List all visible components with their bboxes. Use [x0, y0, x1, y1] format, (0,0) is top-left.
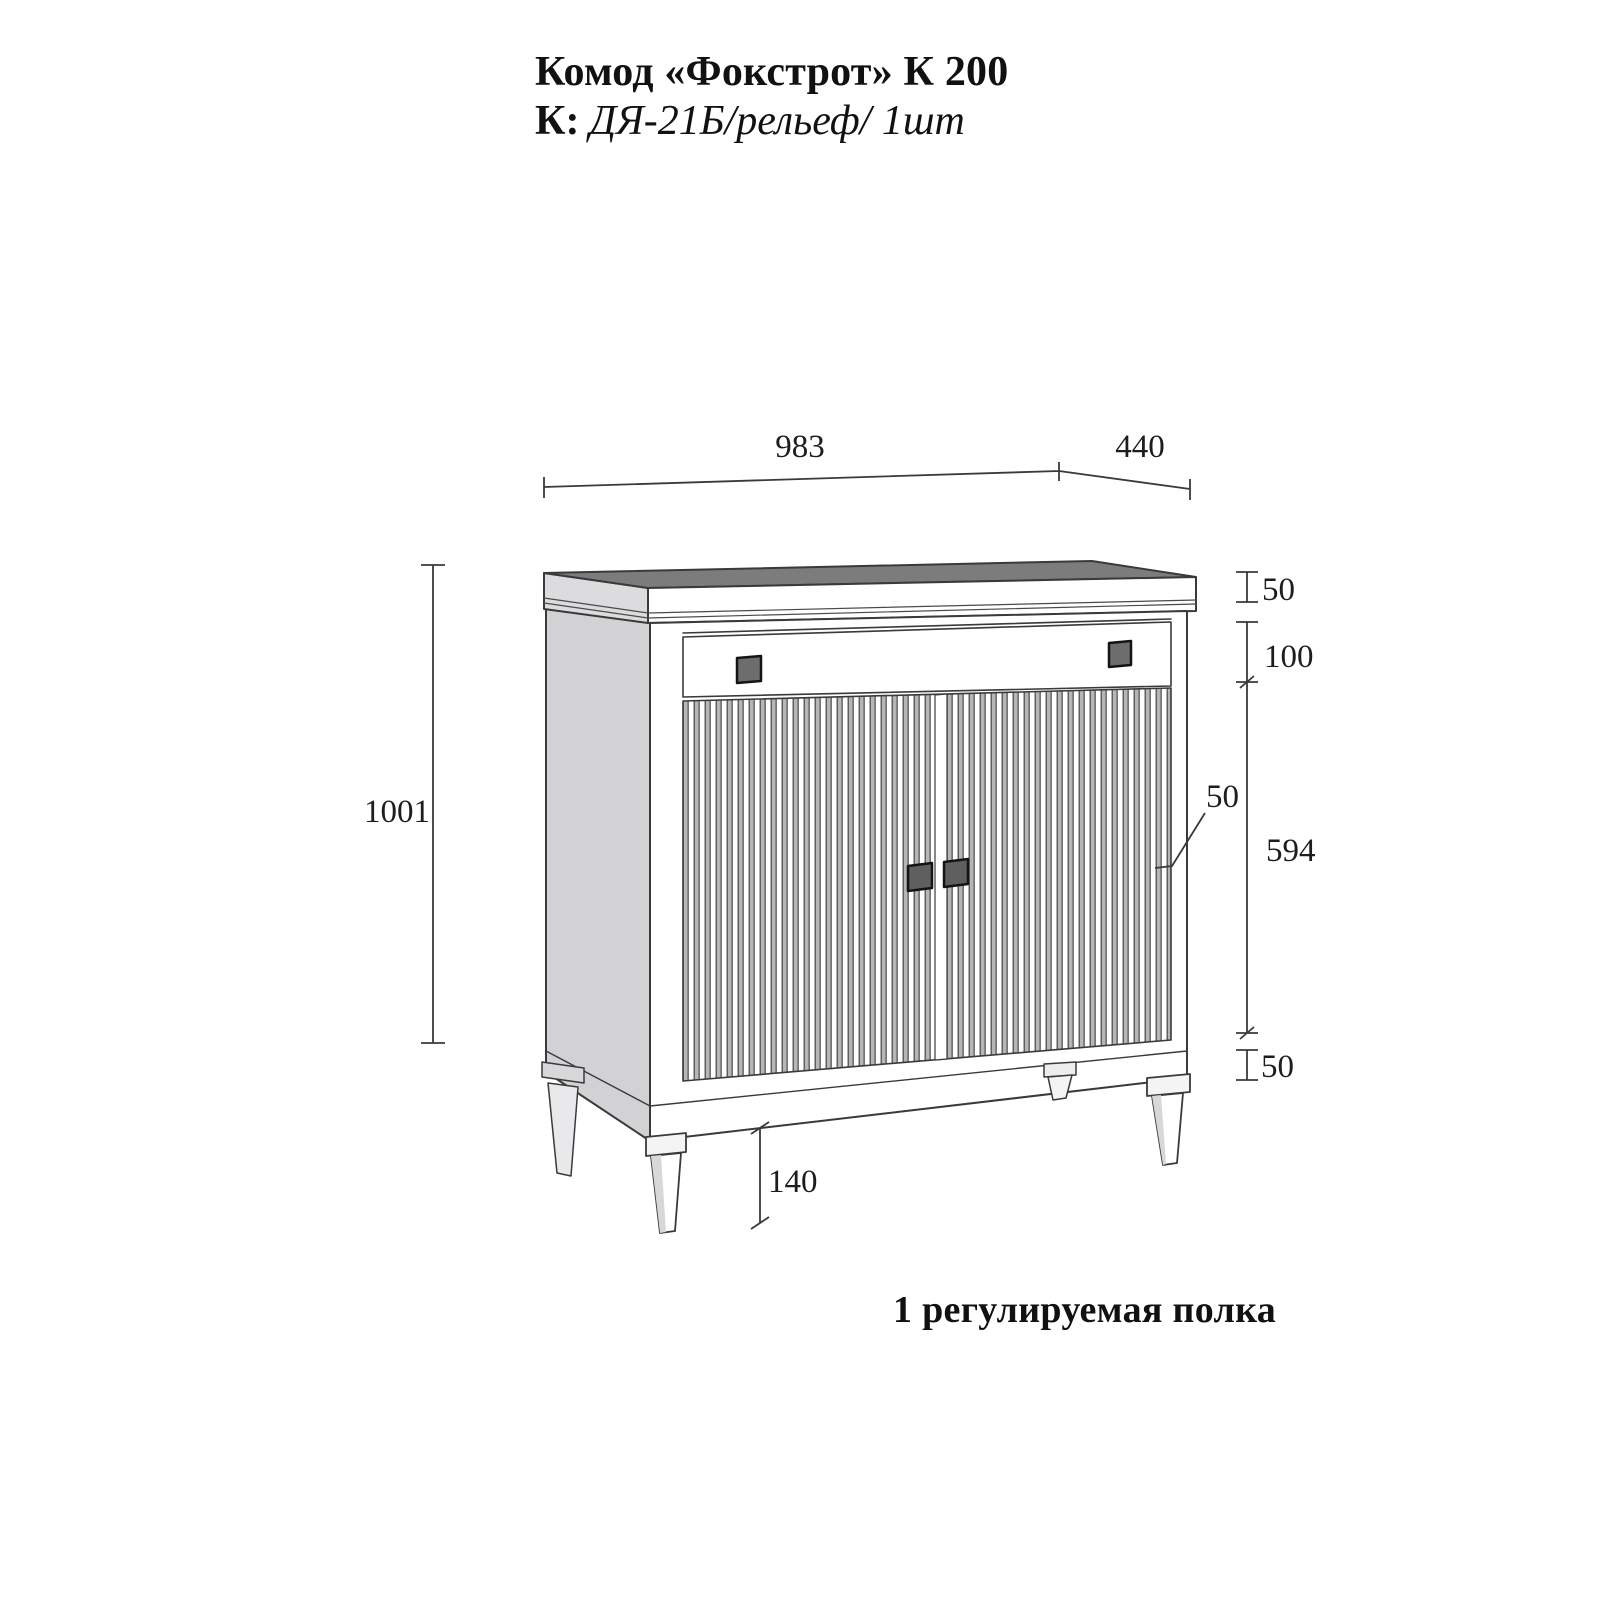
facade-value: ДЯ-21Б/рельеф/ 1шт — [589, 98, 965, 145]
door-handle-left — [908, 863, 932, 891]
dim-door-height — [1236, 682, 1258, 1039]
drawer-handle-left — [737, 656, 761, 683]
shelf-note: 1 регулируемая полка — [893, 1289, 1277, 1331]
dim-leg-height-label: 140 — [768, 1164, 818, 1200]
dim-base-rail — [1236, 1050, 1258, 1080]
dim-width — [544, 462, 1059, 498]
leg-front-right — [1147, 1074, 1190, 1165]
leg-front-left — [646, 1133, 686, 1233]
side-panel — [546, 609, 650, 1141]
dim-depth-label: 440 — [1115, 429, 1165, 465]
dim-leg-height — [751, 1122, 769, 1229]
dim-door-thickness-label: 50 — [1206, 779, 1239, 815]
drawer-handle-right — [1109, 641, 1131, 667]
dim-depth — [1059, 471, 1190, 500]
dim-height-label: 1001 — [364, 794, 430, 830]
page-title: Комод «Фокстрот» К 200 — [535, 49, 1009, 95]
dim-width-label: 983 — [775, 429, 825, 465]
door-handle-right — [944, 859, 968, 887]
dim-base-rail-label: 50 — [1261, 1049, 1294, 1085]
dim-top-thickness — [1236, 572, 1258, 602]
leg-back-left — [542, 1062, 584, 1176]
dim-drawer-height-label: 100 — [1264, 639, 1314, 675]
facade-label: К: — [535, 98, 580, 145]
dim-drawer-height — [1236, 622, 1258, 688]
dim-door-height-label: 594 — [1266, 833, 1316, 869]
dim-top-thickness-label: 50 — [1262, 572, 1295, 608]
cabinet — [542, 561, 1196, 1233]
